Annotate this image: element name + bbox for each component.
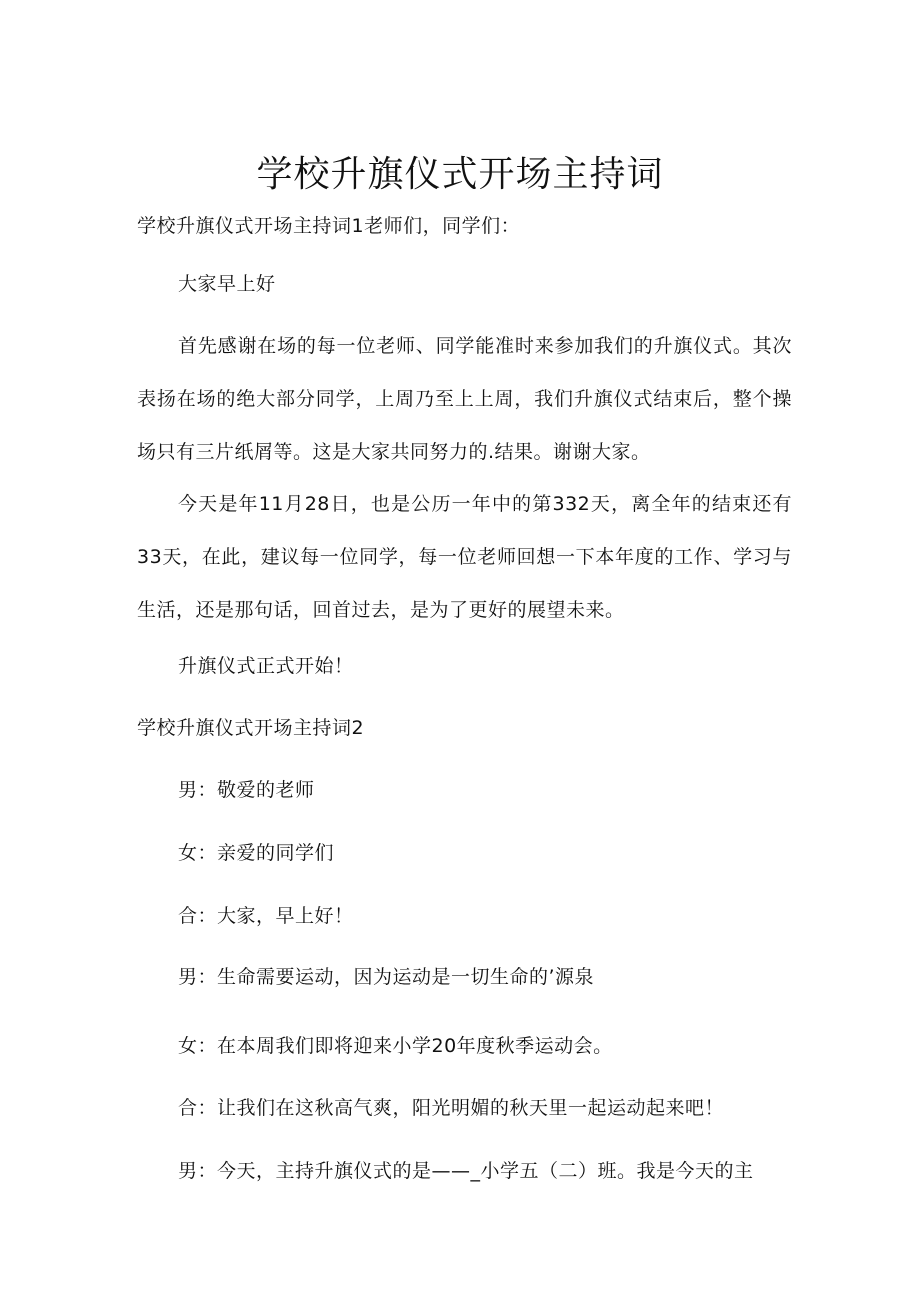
greeting-line: 大家早上好 (178, 273, 276, 295)
female-line-2: 女：在本周我们即将迎来小学20年度秋季运动会。 (178, 1035, 613, 1057)
male-line-1: 男：敬爱的老师 (178, 779, 315, 801)
paragraph-thanks: 首先感谢在场的每一位老师、同学能准时来参加我们的升旗仪式。其次表扬在场的绝大部分同学，上周乃至上上周，我们升旗仪式结束后，整个操场只有三片纸屑等。这是大家共同努力的.结果。谢谢大家。 (137, 335, 792, 463)
female-line-1: 女：亲爱的同学们 (178, 842, 335, 864)
section-heading-1: 学校升旗仪式开场主持词1老师们，同学们： (137, 215, 521, 237)
document-title: 学校升旗仪式开场主持词 (256, 154, 664, 195)
together-line-1: 合：大家，早上好！ (178, 905, 354, 927)
paragraph-date: 今天是年11月28日，也是公历一年中的第332天，离全年的结束还有33天，在此，建议每一位同学，每一位老师回想一下本年度的工作、学习与生活，还是那句话，回首过去，是为了更好的展望未来。 (137, 493, 792, 621)
section-heading-2: 学校升旗仪式开场主持词2 (137, 717, 365, 739)
ceremony-start-line: 升旗仪式正式开始！ (178, 655, 354, 677)
male-line-2: 男：生命需要运动，因为运动是一切生命的’源泉 (178, 966, 595, 988)
together-line-2: 合：让我们在这秋高气爽，阳光明媚的秋天里一起运动起来吧！ (178, 1097, 725, 1119)
male-line-3: 男：今天，主持升旗仪式的是——_小学五（二）班。我是今天的主 (178, 1160, 754, 1182)
